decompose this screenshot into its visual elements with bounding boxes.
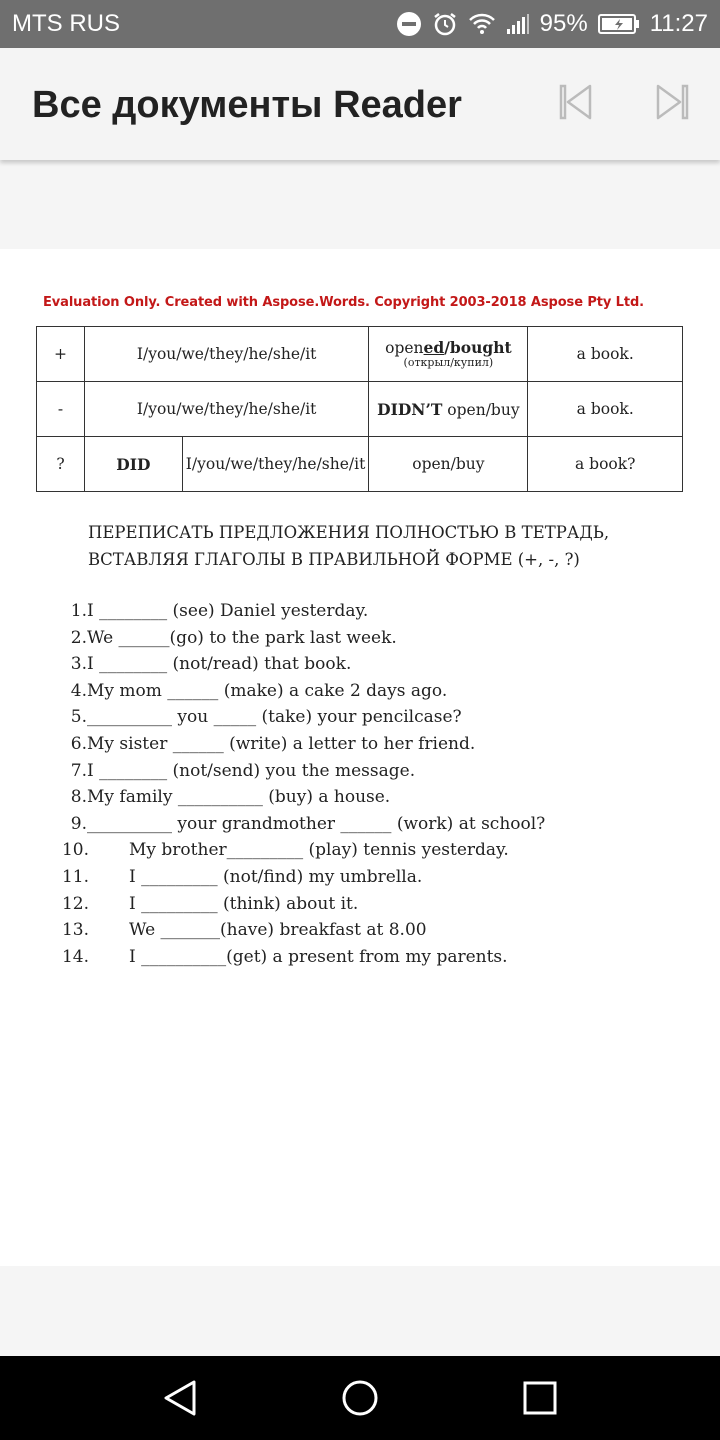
grammar-table — [36, 326, 683, 492]
item-number: 12. — [61, 893, 89, 914]
list-item — [56, 837, 696, 864]
list-item — [56, 598, 696, 625]
evaluation-watermark: Evaluation Only. Created with Aspose.Words. Copyright 2003-2018 Aspose Pty Ltd. — [43, 295, 645, 310]
table-cell-aux: DID — [84, 437, 182, 492]
main-verb: open/buy — [442, 400, 520, 419]
item-text: I ________ (not/read) that book. — [87, 654, 352, 675]
item-number: 1. — [70, 601, 87, 621]
verb-stem: open — [385, 339, 424, 358]
item-number: 5. — [70, 707, 87, 728]
item-text: I ________ (see) Daniel yesterday. — [87, 601, 369, 621]
table-cell-pronouns: I/you/we/they/he/she/it — [182, 437, 369, 492]
app-bar — [0, 48, 720, 160]
item-text: I _________ (not/find) my umbrella. — [129, 866, 423, 887]
carrier-name: MTS RUS — [12, 10, 120, 37]
list-item — [56, 704, 696, 731]
verb-translation: (открыл/купил) — [403, 356, 494, 370]
app-title: Все документы Reader — [32, 84, 462, 126]
item-number: 6. — [70, 733, 87, 754]
table-cell-pronouns: I/you/we/they/he/she/it — [84, 327, 368, 382]
back-icon[interactable] — [160, 1378, 200, 1418]
table-row-negative — [37, 382, 683, 437]
table-cell-sign: ? — [37, 437, 85, 492]
item-number: 14. — [61, 946, 89, 967]
item-number: 10. — [61, 840, 89, 861]
alarm-icon — [432, 11, 458, 37]
home-icon[interactable] — [340, 1378, 380, 1418]
aux-verb: DIDN’T — [377, 399, 443, 419]
document-page[interactable] — [0, 249, 720, 1266]
item-text: My family __________ (buy) a house. — [87, 787, 391, 808]
table-row-question — [37, 437, 683, 492]
item-text: I _________ (think) about it. — [129, 893, 359, 914]
system-nav-bar — [0, 1356, 720, 1440]
item-text: __________ you _____ (take) your pencilcase? — [87, 707, 462, 728]
item-number: 8. — [70, 787, 87, 808]
item-text: We _______(have) breakfast at 8.00 — [129, 920, 427, 941]
list-item — [56, 731, 696, 758]
item-number: 3. — [70, 654, 87, 675]
table-cell-verb — [369, 327, 528, 382]
status-icons — [396, 8, 708, 40]
table-row-positive — [37, 327, 683, 382]
table-cell-verb — [369, 382, 528, 437]
exercise-list — [56, 598, 696, 970]
table-cell-pronouns: I/you/we/they/he/she/it — [84, 382, 368, 437]
list-item — [56, 917, 696, 944]
battery-percent: 95% — [539, 10, 588, 37]
verb-irregular: /bought — [444, 338, 512, 358]
list-item — [56, 651, 696, 678]
item-text: I __________(get) a present from my parents. — [129, 946, 508, 967]
battery-icon — [598, 13, 640, 35]
item-text: My mom ______ (make) a cake 2 days ago. — [87, 680, 448, 701]
list-item — [56, 625, 696, 652]
item-text: I ________ (not/send) you the message. — [87, 760, 416, 781]
skip-next-icon[interactable] — [652, 82, 692, 122]
item-text: My sister ______ (write) a letter to her friend. — [87, 733, 476, 754]
table-cell-object: a book. — [528, 382, 683, 437]
list-item — [56, 678, 696, 705]
wifi-icon — [468, 12, 496, 36]
list-item — [56, 864, 696, 891]
do-not-disturb-icon — [396, 11, 422, 37]
recents-icon[interactable] — [520, 1378, 560, 1418]
list-item — [56, 811, 696, 838]
skip-previous-icon[interactable] — [556, 82, 596, 122]
list-item — [56, 784, 696, 811]
verb-ending: ed — [423, 338, 445, 358]
signal-icon — [506, 13, 530, 35]
table-cell-verb: open/buy — [369, 437, 528, 492]
item-number: 7. — [70, 760, 87, 781]
item-number: 2. — [70, 627, 87, 648]
item-number: 9. — [70, 813, 87, 834]
clock: 11:27 — [649, 10, 708, 37]
list-item — [56, 944, 696, 971]
list-item — [56, 891, 696, 918]
item-text: __________ your grandmother ______ (work) at school? — [87, 813, 546, 834]
item-number: 13. — [61, 920, 89, 941]
table-cell-object: a book. — [528, 327, 683, 382]
item-text: My brother_________ (play) tennis yesterday. — [129, 840, 509, 861]
status-bar — [0, 0, 720, 48]
table-cell-sign: - — [37, 382, 85, 437]
item-number: 4. — [70, 680, 87, 701]
exercise-instruction: ПЕРЕПИСАТЬ ПРЕДЛОЖЕНИЯ ПОЛНОСТЬЮ В ТЕТРАДЬ, ВСТАВЛЯЯ ГЛАГОЛЫ В ПРАВИЛЬНОЙ ФОРМЕ (+, -, ?) — [88, 523, 610, 569]
list-item — [56, 758, 696, 785]
table-cell-sign: + — [37, 327, 85, 382]
item-text: We ______(go) to the park last week. — [87, 627, 397, 648]
table-cell-object: a book? — [528, 437, 683, 492]
item-number: 11. — [61, 866, 89, 887]
